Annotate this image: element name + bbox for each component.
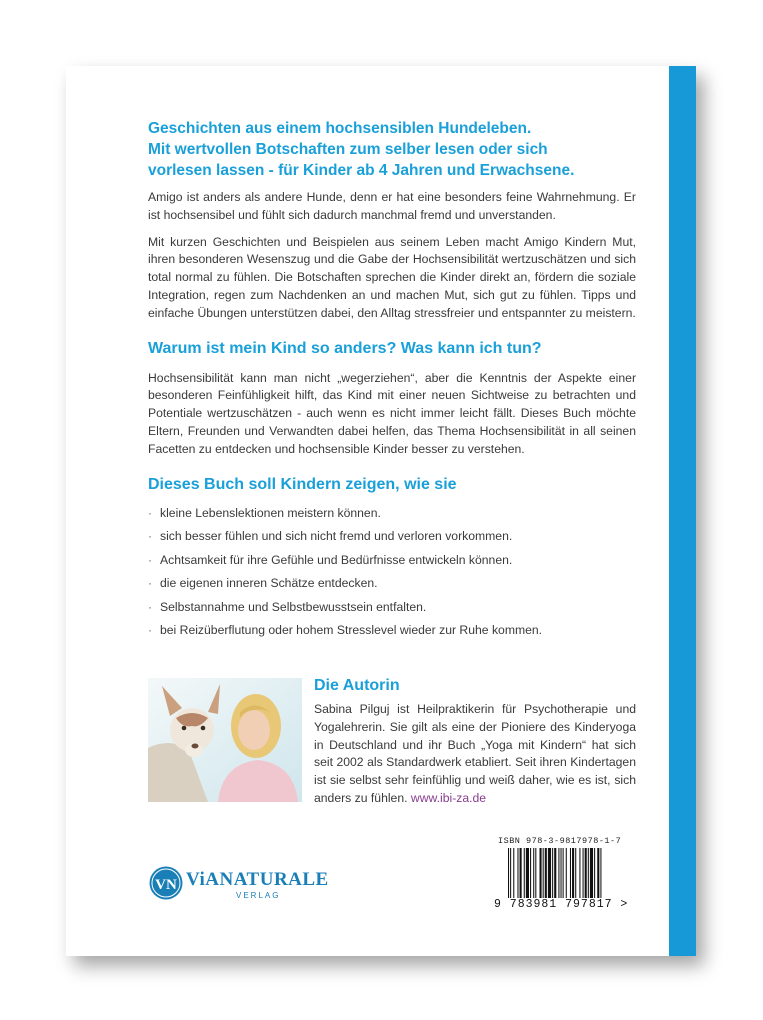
- why-paragraph: Hochsensibilität kann man nicht „wegerziehen“, aber die Kenntnis der Aspekte einer besonderen Feinfühligkeit hilft, das Kind mit einer neuen Sichtweise zu betrachten und Potentiale wertzuschätzen - auch wenn es nicht immer leicht fällt. Dieses Buch möchte Eltern, Freunden und Verwandten dabei helfen, das Thema Hochsensibilität in all seinen Facetten zu entdecken und hochsensible Kinder besser zu verstehen.: [148, 370, 636, 456]
- publisher-name: ViANATURALE: [186, 869, 329, 890]
- author-bio-text: Sabina Pilguj ist Heilpraktikerin für Psychotherapie und Yogalehrerin. Sie gilt als eine der Pioniere des Kinderyoga in Deutschland und ihr Buch „Yoga mit Kindern“ hat sich seit 2002 als Standardwerk etabliert. Seit ihren Kindertagen ist sie selbst sehr feinfühlig und weiß daher, wie es ist, sich anders zu fühlen.: [314, 702, 636, 805]
- list-item: · Achtsamkeit für ihre Gefühle und Bedürfnisse entwickeln können.: [148, 552, 636, 569]
- list-item: · die eigenen inneren Schätze entdecken.: [148, 575, 636, 592]
- publisher-subtitle: VERLAG: [236, 891, 281, 900]
- barcode-bar: [508, 848, 509, 898]
- barcode-bar: [552, 848, 553, 898]
- isbn-label: ISBN 978-3-9817978-1-7: [498, 836, 622, 846]
- monogram-text: VN: [155, 877, 177, 893]
- list-item: · bei Reizüberflutung oder hohem Stresslevel wieder zur Ruhe kommen.: [148, 622, 636, 639]
- isbn-digits: 9 783981 797817 >: [494, 898, 629, 911]
- barcode-bar: [575, 848, 576, 898]
- barcode-bar: [585, 848, 587, 898]
- barcode-bar: [513, 848, 514, 898]
- cover-content: [148, 118, 636, 646]
- barcode-bar: [510, 848, 511, 898]
- headline-line-3: vorlesen lassen - für Kinder ab 4 Jahren und Erwachsene.: [148, 162, 575, 179]
- barcode-bar: [600, 848, 601, 898]
- blue-spine: [669, 66, 696, 956]
- barcode-bar: [554, 848, 556, 898]
- barcode-bar: [545, 848, 547, 898]
- barcode-bar: [590, 848, 593, 898]
- author-bio: [314, 701, 636, 808]
- vn-monogram-icon: [148, 865, 184, 901]
- barcode-bar: [566, 848, 567, 898]
- author-text: [314, 676, 636, 808]
- barcode-bar: [540, 848, 542, 898]
- author-photo: [148, 678, 302, 802]
- list-item: · sich besser fühlen und sich nicht fremd und verloren vorkommen.: [148, 528, 636, 545]
- why-heading: Warum ist mein Kind so anders? Was kann ich tun?: [148, 339, 542, 357]
- barcode-bar: [535, 848, 536, 898]
- book-back-cover: [66, 66, 696, 956]
- barcode-bar: [570, 848, 571, 898]
- barcode-bar: [533, 848, 534, 898]
- barcode-bar: [563, 848, 564, 898]
- author-with-dog-illustration: [148, 678, 302, 802]
- list-item: · kleine Lebenslektionen meistern können.: [148, 505, 636, 522]
- barcode-bar: [594, 848, 595, 898]
- list-item: · Selbstannahme und Selbstbewusstsein entfalten.: [148, 599, 636, 616]
- barcode-bars: [508, 848, 643, 898]
- goals-heading: Dieses Buch soll Kindern zeigen, wie sie: [148, 475, 457, 493]
- headline-line-1: Geschichten aus einem hochsensiblen Hundeleben.: [148, 120, 532, 137]
- barcode-bar: [561, 848, 562, 898]
- barcode-bar: [543, 848, 544, 898]
- barcode-bar: [597, 848, 599, 898]
- headline-line-2: Mit wertvollen Botschaften zum selber lesen oder sich: [148, 141, 548, 158]
- author-heading: Die Autorin: [314, 677, 400, 694]
- author-section: [148, 676, 636, 806]
- intro-headline: [148, 118, 636, 181]
- barcode-bar: [572, 848, 574, 898]
- barcode-bar: [517, 848, 518, 898]
- isbn-barcode: [494, 836, 654, 914]
- intro-paragraph-1: Amigo ist anders als andere Hunde, denn er hat eine besonders feine Wahrnehmung. Er ist hochsensibel und fühlt sich dadurch manchmal fremd und unverstanden.: [148, 190, 636, 222]
- intro-paragraph-2: Mit kurzen Geschichten und Beispielen aus seinem Leben macht Amigo Kindern Mut, ihren besonderen Wesenszug und die Gabe der Hochsensibilität wertzuschätzen und sich total normal zu fühlen. Die Botschaften sprechen die Kinder direkt an, fördern die soziale Integration, regen zum Nachdenken an und machen Mut, sich gut zu fühlen. Tipps und einfache Übungen unterstützen dabei, den Alltag stressfreier und entspannter zu meistern.: [148, 234, 636, 320]
- barcode-bar: [520, 848, 522, 898]
- barcode-bar: [526, 848, 529, 898]
- barcode-bar: [548, 848, 551, 898]
- goals-list: [148, 505, 636, 640]
- barcode-bar: [530, 848, 531, 898]
- barcode-bar: [558, 848, 559, 898]
- publisher-logo: [148, 861, 348, 911]
- barcode-bar: [588, 848, 589, 898]
- barcode-bar: [524, 848, 525, 898]
- barcode-bar: [583, 848, 584, 898]
- barcode-bar: [579, 848, 580, 898]
- author-website-link[interactable]: www.ibi-za.de: [410, 790, 487, 805]
